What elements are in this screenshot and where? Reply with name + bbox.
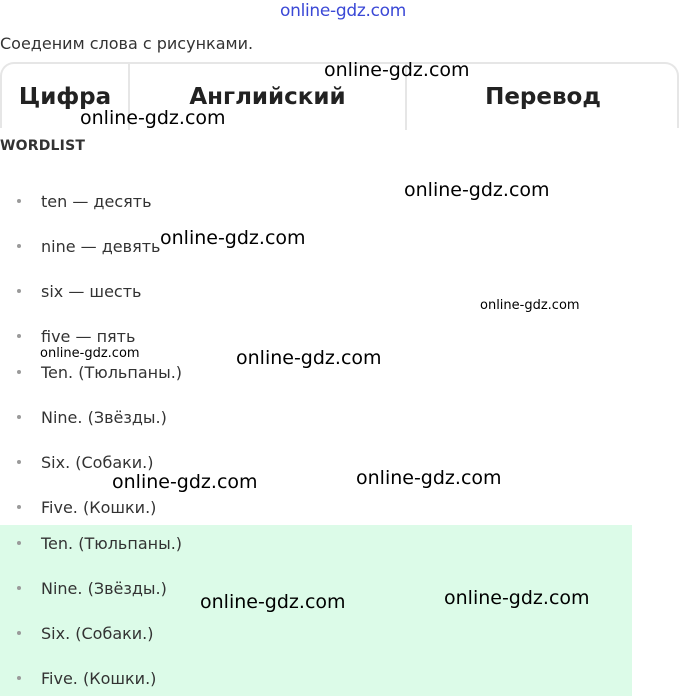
list-item-text: Nine. (Звёзды.)	[41, 407, 167, 427]
list-item-text: ten — десять	[41, 191, 152, 211]
list-item-text: five — пять	[41, 326, 136, 346]
bullet-icon	[17, 199, 21, 203]
list-item-text: Six. (Собаки.)	[41, 452, 154, 472]
bullet-icon	[17, 541, 21, 545]
column-header-digit: Цифра	[18, 84, 112, 110]
bullet-icon	[17, 676, 21, 680]
bullet-icon	[17, 289, 21, 293]
watermark: online-gdz.com	[236, 347, 382, 369]
bullet-icon	[17, 460, 21, 464]
bullet-icon	[17, 244, 21, 248]
watermark: online-gdz.com	[356, 467, 502, 489]
list-item-text: Ten. (Тюльпаны.)	[41, 362, 183, 382]
bullet-icon	[17, 370, 21, 374]
watermark: online-gdz.com	[80, 107, 226, 129]
bullet-icon	[17, 631, 21, 635]
list-item-text: Nine. (Звёзды.)	[41, 578, 167, 598]
watermark: online-gdz.com	[444, 587, 590, 609]
column-header-english: Английский	[128, 64, 405, 130]
site-watermark-header: online-gdz.com	[280, 1, 407, 21]
watermark: online-gdz.com	[160, 227, 306, 249]
list-item-text: nine — девять	[41, 236, 161, 256]
task-instruction: Соеденим слова с рисунками.	[0, 34, 254, 53]
list-item-text: Ten. (Тюльпаны.)	[41, 533, 183, 553]
list-item-text: Six. (Собаки.)	[41, 623, 154, 643]
list-item-text: six — шесть	[41, 281, 142, 301]
bullet-icon	[17, 415, 21, 419]
bullet-icon	[17, 334, 21, 338]
list-item-text: Five. (Кошки.)	[41, 668, 157, 688]
bullet-icon	[17, 586, 21, 590]
watermark: online-gdz.com	[324, 59, 470, 81]
wordlist-heading: WORDLIST	[0, 138, 86, 154]
column-header-translation: Перевод	[405, 64, 679, 130]
bullet-icon	[17, 505, 21, 509]
watermark: online-gdz.com	[404, 179, 550, 201]
watermark: online-gdz.com	[40, 346, 140, 361]
watermark: online-gdz.com	[480, 298, 580, 313]
watermark: online-gdz.com	[112, 471, 258, 493]
list-item-text: Five. (Кошки.)	[41, 497, 157, 517]
watermark: online-gdz.com	[200, 591, 346, 613]
